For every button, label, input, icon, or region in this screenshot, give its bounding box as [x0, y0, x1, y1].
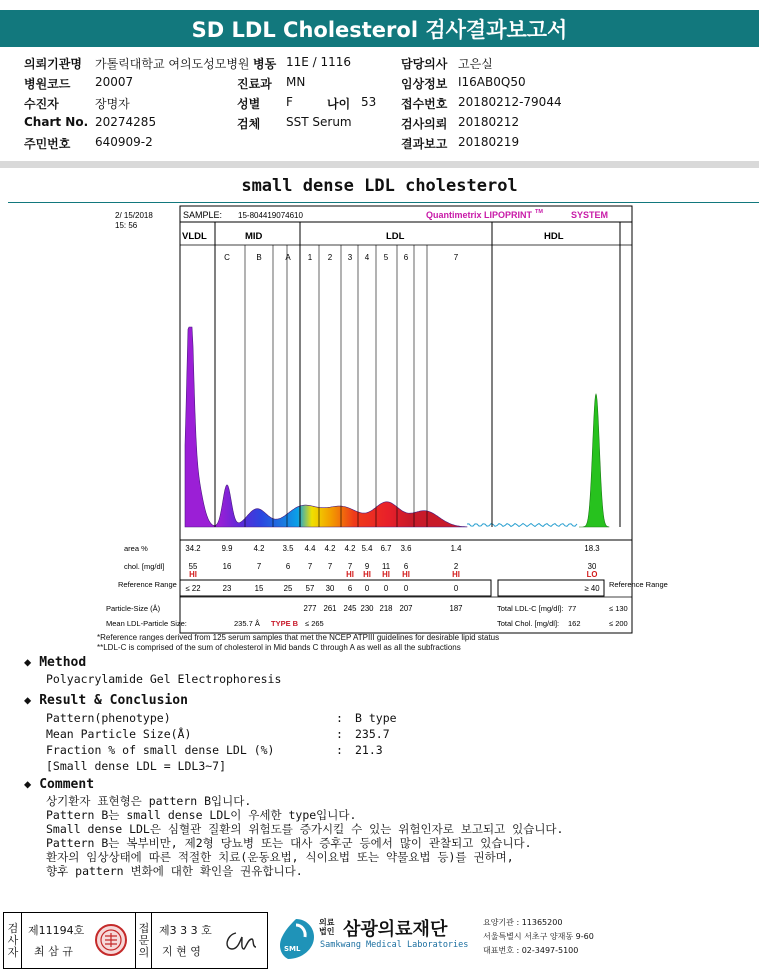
approver-label: 접문의: [138, 922, 150, 959]
method-heading: [24, 655, 86, 670]
band-label: 7: [453, 253, 459, 262]
ref-value: 23: [222, 584, 232, 593]
flag-value: LO: [586, 570, 598, 579]
note-1: *Reference ranges derived from 125 serum samples that met the NCEP ATPIII guidelines for desirable lipid status: [97, 633, 500, 642]
chol-value: 7: [327, 562, 333, 571]
approver-no: 제3 3 3 호: [159, 924, 212, 937]
ref-value: ≤ 22: [185, 584, 201, 593]
hdl-curve: [579, 394, 609, 527]
approver-name: 지 현 영: [162, 945, 201, 958]
patient-value: 장명자: [95, 97, 130, 111]
comment-line: Small dense LDL은 심혈관 질환의 위험도를 증가시킬 수 있는 위험인자로 보고되고 있습니다.: [46, 822, 564, 836]
result-note: [Small dense LDL = LDL3~7]: [46, 759, 227, 773]
group-mid: MID: [245, 231, 263, 242]
comment-line: Pattern B는 복부비만, 제2형 당뇨병 또는 대사 증후군 등에서 많이 관찰되고 있습니다.: [46, 836, 532, 850]
area-value: 18.3: [584, 544, 600, 553]
note-2: **LDL-C is comprised of the sum of cholesterol in Mid bands C through A as well as all the subfractions: [97, 643, 461, 652]
request-value: 20180212: [458, 115, 520, 129]
method-text: Polyacrylamide Gel Electrophoresis: [46, 672, 282, 686]
sex-value: F: [286, 95, 293, 109]
comment-line: 상기환자 표현형은 pattern B입니다.: [46, 794, 252, 808]
area-value: 9.9: [221, 544, 233, 553]
brand-tm: TM: [535, 209, 543, 215]
result-row-value: B type: [355, 711, 397, 725]
area-value: 4.2: [344, 544, 356, 553]
area-value: 4.4: [304, 544, 316, 553]
method-heading-text: Method: [39, 655, 87, 670]
chol-value: 16: [222, 562, 232, 571]
total-ldl-ref: ≤ 130: [609, 604, 628, 613]
area-value: 6.7: [380, 544, 392, 553]
result-row-colon: :: [336, 711, 343, 725]
mean-value: 235.7 Å: [234, 619, 260, 628]
flag-value: HI: [402, 570, 410, 579]
area-value: 3.6: [400, 544, 412, 553]
band-label: 5: [383, 253, 389, 262]
phone: 대표번호 : 02-3497-5100: [483, 946, 579, 955]
result-row-value: 21.3: [355, 743, 383, 757]
area-value: 4.2: [253, 544, 265, 553]
seal-icon: [94, 923, 128, 957]
ref-value: ≥ 40: [584, 584, 600, 593]
doctor-value: 고은실: [458, 57, 493, 71]
ref-value: 0: [403, 584, 409, 593]
chart-notes: [97, 633, 499, 653]
baseline-curve: [467, 524, 577, 527]
comment-line: 환자의 임상상태에 따른 적절한 치료(운동요법, 식이요법 또는 약물요법 등)를 권하며,: [46, 850, 514, 864]
lab-logo: [272, 912, 759, 967]
ref-value: 0: [383, 584, 389, 593]
org-eng: Samkwang Medical Laboratories: [320, 940, 469, 950]
particle-value: 207: [399, 604, 413, 613]
patient-info: [0, 50, 759, 162]
band-label: 4: [364, 253, 370, 262]
chol-value: 7: [307, 562, 313, 571]
report-value: 20180219: [458, 135, 520, 149]
ref-value: 0: [364, 584, 370, 593]
ref-label: Reference Range: [118, 580, 177, 589]
band-label: 6: [403, 253, 409, 262]
chol-value: 6: [285, 562, 291, 571]
band-label: 2: [327, 253, 333, 262]
flag-value: HI: [452, 570, 460, 579]
logo-text: SML: [284, 945, 301, 953]
divider: [135, 913, 136, 968]
examiner-name: 최 삼 규: [34, 945, 73, 958]
result-heading: [24, 693, 188, 708]
group-hdl: HDL: [544, 231, 564, 242]
clinical-info-label: 임상정보: [401, 77, 448, 91]
comment-heading: [24, 777, 94, 792]
report-title: SD LDL Cholesterol 검사결과보고서: [0, 10, 759, 47]
total-chol-value: 162: [568, 619, 581, 628]
ref-value: 15: [254, 584, 264, 593]
institution-value: 가톨릭대학교 여의도성모병원: [95, 57, 250, 71]
divider-bar: [0, 161, 759, 168]
hospital-code-value: 20007: [95, 75, 134, 89]
chol-value: 6: [403, 562, 409, 571]
mean-type: TYPE B: [271, 619, 299, 628]
request-label: 검사의뢰: [401, 117, 448, 131]
diamond-icon: ◆: [24, 655, 32, 669]
result-heading-text: Result & Conclusion: [39, 693, 188, 708]
chol-label: chol. [mg/dl]: [124, 562, 165, 571]
comment-heading-text: Comment: [39, 777, 95, 792]
chol-value: 2: [453, 562, 459, 571]
sample-label: SAMPLE:: [183, 210, 223, 220]
band-label: 3: [347, 253, 353, 262]
result-row-value: 235.7: [355, 727, 390, 741]
result-row-colon: :: [336, 727, 343, 741]
result-row-label: Fraction % of small dense LDL (%): [46, 743, 275, 757]
examiner-label: 검사자: [7, 922, 19, 959]
receipt-value: 20180212-79044: [458, 95, 562, 109]
area-value: 34.2: [185, 544, 201, 553]
flag-value: HI: [346, 570, 354, 579]
area-value: 1.4: [450, 544, 462, 553]
sample-value: 15-804419074610: [238, 211, 303, 220]
ref-value: 57: [305, 584, 315, 593]
particle-value: 245: [343, 604, 357, 613]
particle-value: 230: [360, 604, 374, 613]
ref-value: 25: [283, 584, 293, 593]
hospital-code-label: 병원코드: [24, 77, 71, 91]
ref-right-label: Reference Range: [609, 580, 668, 589]
chol-value: 55: [188, 562, 198, 571]
inst-code: 요양기관 : 11365200: [483, 918, 563, 927]
comment-line: Pattern B는 small dense LDL이 우세한 type입니다.: [46, 808, 357, 822]
diamond-icon: ◆: [24, 777, 32, 791]
chart-no-value: 20274285: [95, 115, 157, 129]
chart-date: 2/ 15/2018: [115, 211, 153, 220]
chart-time: 15: 56: [115, 221, 138, 230]
ref-value: 30: [325, 584, 335, 593]
particle-value: 277: [303, 604, 317, 613]
flag-value: HI: [363, 570, 371, 579]
band-dividers: [215, 222, 620, 527]
divider: [21, 913, 22, 968]
ward-label: 병동: [253, 57, 277, 71]
divider-line: [8, 202, 759, 203]
band-labels: [224, 253, 459, 262]
mean-ref: ≤ 265: [305, 619, 324, 628]
particle-value: 261: [323, 604, 337, 613]
ward-value: 11E / 1116: [286, 55, 352, 69]
chol-value: 7: [256, 562, 262, 571]
mean-label: Mean LDL-Particle Size:: [106, 619, 187, 628]
particle-value: 218: [379, 604, 393, 613]
area-value: 3.5: [282, 544, 294, 553]
total-ldl-value: 77: [568, 604, 577, 613]
particle-value: 187: [449, 604, 463, 613]
group-ldl: LDL: [386, 231, 405, 242]
ref-value: 0: [453, 584, 459, 593]
chart-no-label: Chart No.: [24, 115, 89, 129]
org-name: 삼광의료재단: [343, 919, 448, 940]
sex-label: 성별: [237, 97, 261, 111]
result-row-label: Mean Particle Size(Å): [46, 727, 192, 741]
age-label: 나이: [327, 97, 351, 111]
ref-value: 6: [347, 584, 353, 593]
result-row-colon: :: [336, 743, 343, 757]
signature-box: [3, 912, 268, 969]
report-label: 결과보고: [401, 137, 448, 151]
total-ldl-label: Total LDL-C [mg/dl]:: [497, 604, 564, 613]
lipoprint-chart: [97, 205, 668, 657]
signature-icon: [222, 927, 262, 955]
total-chol-ref: ≤ 200: [609, 619, 628, 628]
department-label: 진료과: [237, 77, 272, 91]
brand-name: Quantimetrix LIPOPRINT: [426, 210, 533, 220]
section-title: small dense LDL cholesterol: [241, 176, 518, 196]
particle-label: Particle-Size (Å): [106, 604, 161, 613]
address: 서울특별시 서초구 양재동 9-60: [483, 932, 594, 941]
area-value: 4.2: [324, 544, 336, 553]
chol-value: 7: [347, 562, 353, 571]
specimen-value: SST Serum: [286, 115, 352, 129]
department-value: MN: [286, 75, 306, 89]
age-value: 53: [361, 95, 377, 109]
examiner-no: 제11194호: [28, 924, 85, 937]
band-label: C: [224, 253, 230, 262]
chol-value: 9: [364, 562, 370, 571]
diamond-icon: ◆: [24, 693, 32, 707]
band-label: B: [256, 253, 262, 262]
result-row-label: Pattern(phenotype): [46, 711, 171, 725]
id-label: 주민번호: [24, 137, 71, 151]
clinical-info-value: I16AB0Q50: [458, 75, 526, 89]
sml-logo-icon: [272, 915, 320, 963]
lipoprint-svg: [97, 205, 668, 635]
brand-system: SYSTEM: [571, 210, 609, 220]
area-label: area %: [124, 544, 148, 553]
total-chol-label: Total Chol. [mg/dl]:: [497, 619, 560, 628]
id-value: 640909-2: [95, 135, 153, 149]
value-table: [185, 544, 600, 613]
band-label: 1: [307, 253, 313, 262]
comment-line: 향후 pattern 변화에 대한 확인을 권유합니다.: [46, 864, 303, 878]
flag-value: HI: [189, 570, 197, 579]
chol-value: 30: [587, 562, 597, 571]
area-value: 5.4: [361, 544, 373, 553]
flag-value: HI: [382, 570, 390, 579]
org-prefix: 의료법인: [319, 918, 335, 936]
specimen-label: 검체: [237, 117, 261, 131]
band-label: A: [285, 253, 291, 262]
vldl-ldl-curve: [185, 327, 467, 527]
institution-label: 의뢰기관명: [24, 57, 82, 71]
patient-label: 수진자: [24, 97, 59, 111]
receipt-label: 접수번호: [401, 97, 448, 111]
group-vldl: VLDL: [182, 231, 207, 242]
divider: [151, 913, 152, 968]
chol-value: 11: [381, 562, 391, 571]
doctor-label: 담당의사: [401, 57, 448, 71]
